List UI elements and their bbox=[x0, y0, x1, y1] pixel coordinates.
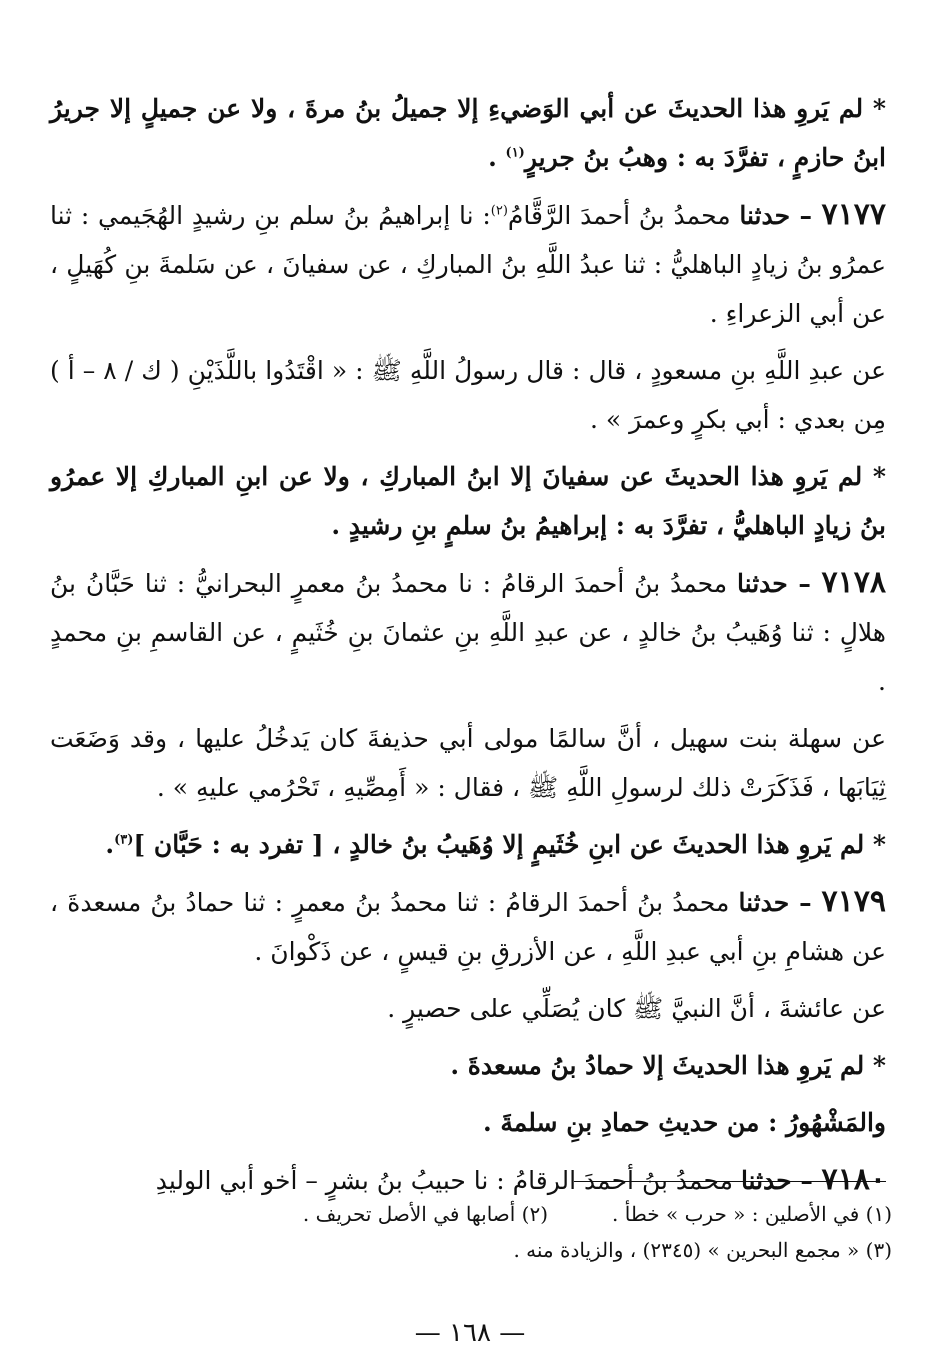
footnote-ref: (٢) bbox=[490, 203, 508, 219]
comment-block bbox=[50, 452, 886, 550]
footnote-2: (٢) أصابها في الأصل تحريف . bbox=[302, 1202, 549, 1226]
hadith-number: ٧١٧٧ bbox=[821, 197, 886, 232]
comment-text: * لم يَروِ هذا الحديثَ إلا حمادُ بنُ مسعدةَ . bbox=[450, 1051, 886, 1080]
comment-text: * لم يَروِ هذا الحديثَ عن سفيانَ إلا ابنُ المباركِ ، ولا عن ابنِ المباركِ إلا عمرُو بنُ زيادٍ الباهليُّ ، تفرَّدَ به : إبراهيمُ بنُ سلمٍ بنِ رشيدٍ . bbox=[50, 462, 886, 540]
hadith-opening: – حدثنا bbox=[737, 569, 822, 598]
hadith-block bbox=[50, 190, 886, 338]
hadith-matn: عن سهلة بنت سهيل ، أنَّ سالمًا مولى أبي حذيفةَ كان يَدخُلُ عليها ، وقد وَضَعَت ثِيَابَها ، فَذَكَرَتْ ذلك لرسولِ اللَّهِ ﷺ ، فقال : « أَمِصِّيهِ ، تَحْرُمي عليهِ » . bbox=[50, 724, 886, 802]
hadith-chain: محمدُ بنُ أحمدَ الرقامُ : نا محمدُ بنُ معمرٍ البحرانيُّ : ثنا حَبَّانُ بنُ هلالٍ : ثنا وُهَيبُ بنُ خالدٍ ، عن عبدِ اللَّهِ بنِ عثمانَ بنِ خُثَيمٍ ، عن القاسمِ بنِ محمدٍ . bbox=[50, 569, 886, 696]
comment-text: * لم يَروِ هذا الحديثَ عن ابنِ خُثَيمٍ إلا وُهَيبُ بنُ خالدٍ ، [ تفرد به : حَبَّان ] bbox=[133, 830, 886, 859]
footnote-1: (١) في الأصلين : « حرب » خطأ . bbox=[612, 1202, 892, 1226]
page-number: — ١٦٨ — bbox=[414, 1318, 526, 1348]
hadith-number: ٧١٨٠ bbox=[821, 1162, 886, 1197]
main-text bbox=[50, 84, 886, 1205]
footnotes bbox=[50, 1196, 892, 1268]
hadith-block bbox=[50, 877, 886, 976]
hadith-number: ٧١٧٩ bbox=[821, 884, 886, 919]
comment-block bbox=[50, 84, 886, 182]
hadith-opening: – حدثنا bbox=[738, 888, 822, 917]
footnote-ref: (١) bbox=[505, 145, 525, 161]
comment-tail: . bbox=[105, 830, 115, 859]
hadith-chain: محمدُ بنُ أحمدَ الرقامُ : نا حبيبُ بنُ بشرٍ – أخو أبي الوليدِ bbox=[155, 1166, 741, 1195]
hadith-chain-rest: : نا إبراهيمُ بنُ سلم بنِ رشيدٍ الهُجَيمي : ثنا عمرُو بنُ زيادٍ الباهليُّ : ثنا عبدُ اللَّهِ بنُ المباركِ ، عن سفيانَ ، عن سَلمةَ بنِ كُهَيلٍ ، عن أبي الزعراءِ . bbox=[50, 201, 886, 328]
hadith-opening: – حدثنا bbox=[740, 1166, 822, 1195]
comment-block bbox=[50, 1098, 886, 1147]
comment-tail: . bbox=[488, 143, 506, 172]
comment-block bbox=[50, 820, 886, 869]
hadith-block bbox=[50, 558, 886, 706]
comment-text: والمَشْهُورُ : من حديثِ حمادِ بنِ سلمةَ . bbox=[483, 1108, 886, 1137]
hadith-opening: – حدثنا bbox=[739, 201, 822, 230]
hadith-chain: محمدُ بنُ أحمدَ الرقامُ : ثنا محمدُ بنُ معمرٍ : ثنا حمادُ بنُ مسعدةَ ، عن هشامِ بنِ أبي عبدِ اللَّهِ ، عن الأزرقِ بنِ قيسٍ ، عن ذَكْوانَ . bbox=[50, 888, 886, 966]
footnote-3: (٣) « مجمع البحرين » (٢٣٤٥) ، والزيادة منه . bbox=[513, 1238, 892, 1262]
hadith-matn: عن عبدِ اللَّهِ بنِ مسعودٍ ، قال : قال رسولُ اللَّهِ ﷺ : « اقْتَدُوا باللَّذَيْنِ ( ك / ٨ – أ ) مِن بعدي : أبي بكرٍ وعمرَ » . bbox=[50, 356, 886, 434]
footnote-divider bbox=[574, 1181, 886, 1182]
hadith-chain: محمدُ بنُ أحمدَ الرَّقَّامُ bbox=[507, 201, 740, 230]
footnote-row bbox=[50, 1196, 892, 1232]
hadith-matn: عن عائشةَ ، أنَّ النبيَّ ﷺ كان يُصَلِّي على حصيرٍ . bbox=[387, 994, 886, 1023]
footnote-ref: (٣) bbox=[114, 832, 134, 848]
comment-text: * لم يَروِ هذا الحديثَ عن أبي الوَضيءِ إلا جميلُ بنُ مرةَ ، ولا عن جميلٍ إلا جريرُ ابنُ حازمٍ ، تفرَّدَ به : وهبُ بنُ جريرٍ bbox=[50, 94, 886, 172]
comment-block bbox=[50, 1041, 886, 1090]
hadith-number: ٧١٧٨ bbox=[821, 565, 886, 600]
